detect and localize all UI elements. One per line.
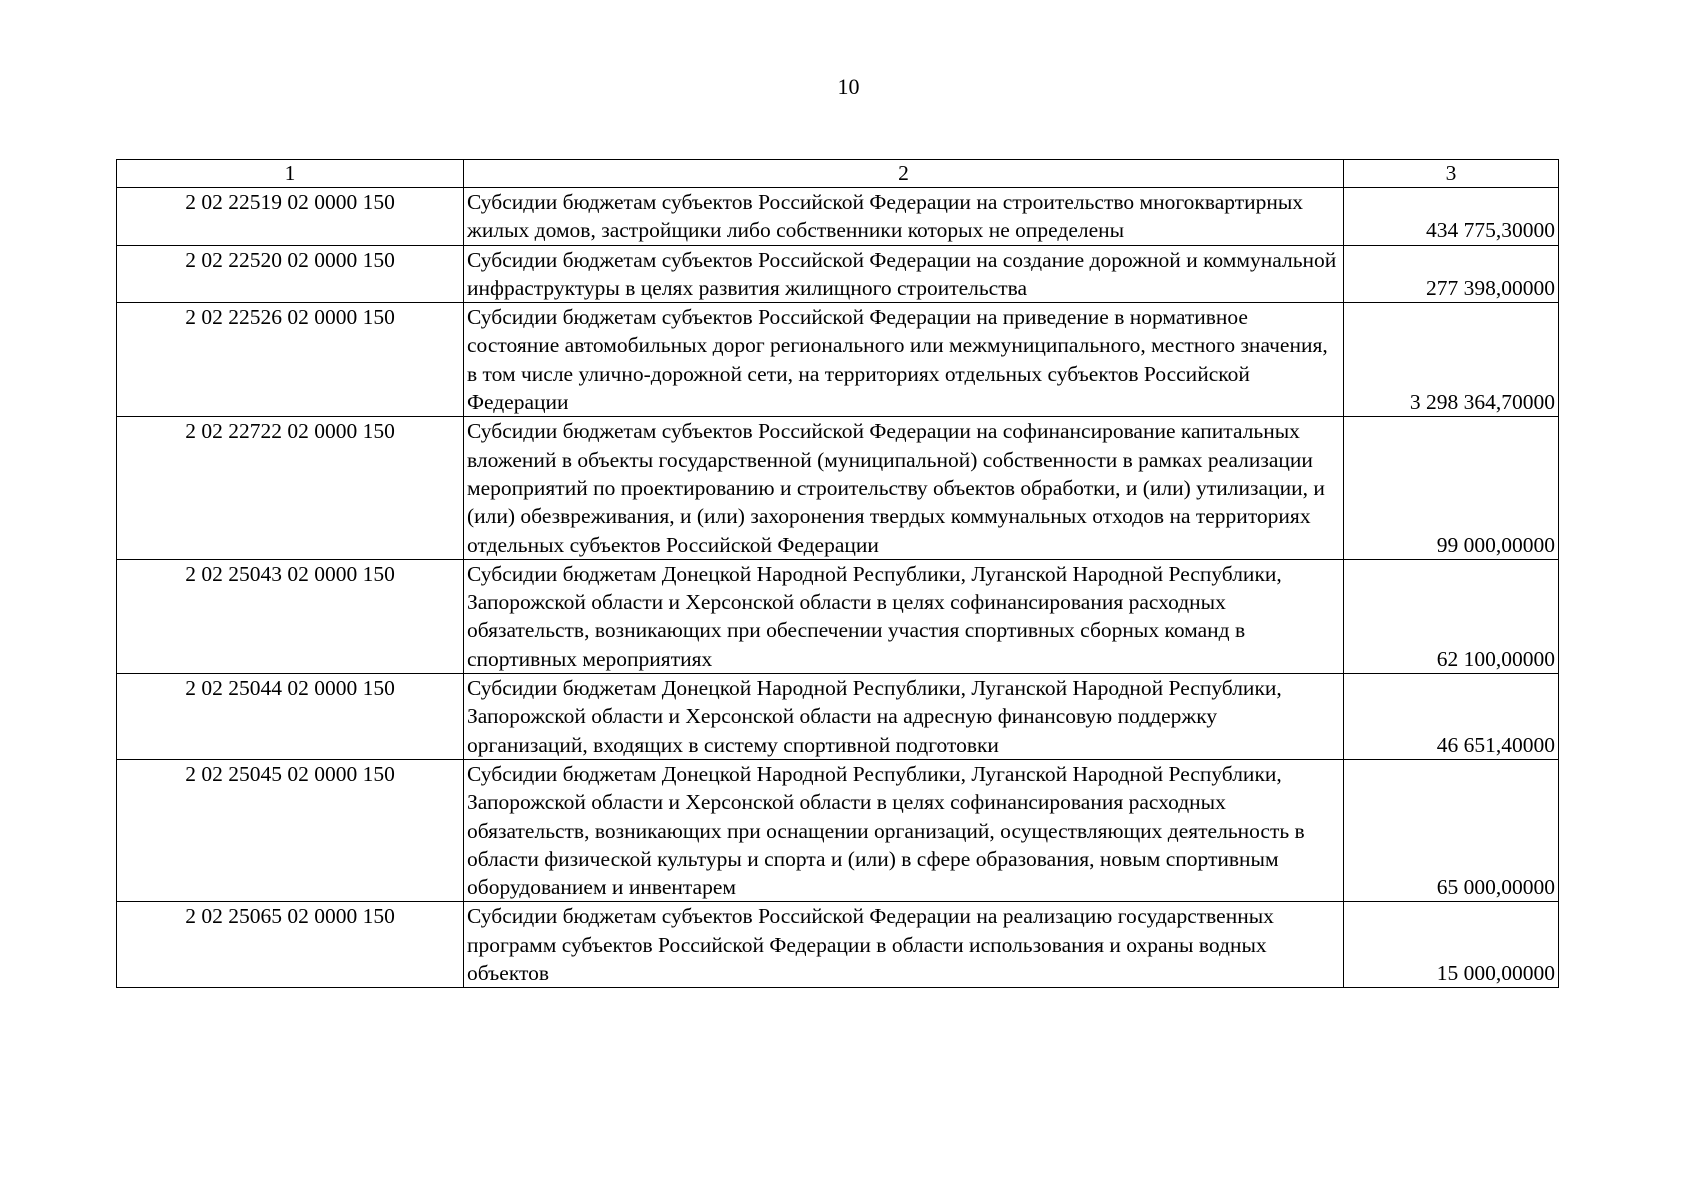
amount-cell: 99 000,00000 <box>1344 417 1559 559</box>
amount-cell: 46 651,40000 <box>1344 674 1559 760</box>
amount-cell: 62 100,00000 <box>1344 559 1559 673</box>
description-cell: Субсидии бюджетам субъектов Российской Федерации на софинансирование капитальных вложений в объекты государственной (муниципальной) собственности в рамках реализации мероприятий по проектированию и строительству объектов обработки, и (или) утилизации, и (или) обезвреживания, и (или) захоронения твердых коммунальных отходов на территориях отдельных субъектов Российской Федерации <box>464 417 1344 559</box>
budget-code-cell: 2 02 22526 02 0000 150 <box>117 303 464 417</box>
column-header-3: 3 <box>1344 160 1559 188</box>
table-header-row <box>117 160 1559 188</box>
table-row <box>117 902 1559 988</box>
table-row <box>117 188 1559 246</box>
budget-table <box>116 159 1559 988</box>
budget-code-cell: 2 02 25044 02 0000 150 <box>117 674 464 760</box>
column-header-2: 2 <box>464 160 1344 188</box>
amount-cell: 434 775,30000 <box>1344 188 1559 246</box>
amount-cell: 15 000,00000 <box>1344 902 1559 988</box>
page-number: 10 <box>837 74 860 99</box>
table-row <box>117 417 1559 559</box>
table-row <box>117 674 1559 760</box>
budget-code-cell: 2 02 25043 02 0000 150 <box>117 559 464 673</box>
amount-cell: 65 000,00000 <box>1344 759 1559 901</box>
amount-cell: 3 298 364,70000 <box>1344 303 1559 417</box>
budget-code-cell: 2 02 25045 02 0000 150 <box>117 759 464 901</box>
description-cell: Субсидии бюджетам субъектов Российской Федерации на строительство многоквартирных жилых домов, застройщики либо собственники которых не определены <box>464 188 1344 246</box>
table-row <box>117 245 1559 303</box>
description-cell: Субсидии бюджетам субъектов Российской Федерации на реализацию государственных программ субъектов Российской Федерации в области использования и охраны водных объектов <box>464 902 1344 988</box>
table-row <box>117 559 1559 673</box>
description-cell: Субсидии бюджетам Донецкой Народной Республики, Луганской Народной Республики, Запорожской области и Херсонской области в целях софинансирования расходных обязательств, возникающих при оснащении организаций, осуществляющих деятельность в области физической культуры и спорта и (или) в сфере образования, новым спортивным оборудованием и инвентарем <box>464 759 1344 901</box>
budget-code-cell: 2 02 25065 02 0000 150 <box>117 902 464 988</box>
description-cell: Субсидии бюджетам Донецкой Народной Республики, Луганской Народной Республики, Запорожской области и Херсонской области на адресную финансовую поддержку организаций, входящих в систему спортивной подготовки <box>464 674 1344 760</box>
description-cell: Субсидии бюджетам Донецкой Народной Республики, Луганской Народной Республики, Запорожской области и Херсонской области в целях софинансирования расходных обязательств, возникающих при обеспечении участия спортивных сборных команд в спортивных мероприятиях <box>464 559 1344 673</box>
budget-code-cell: 2 02 22520 02 0000 150 <box>117 245 464 303</box>
description-cell: Субсидии бюджетам субъектов Российской Федерации на приведение в нормативное состояние автомобильных дорог регионального или межмуниципального, местного значения, в том числе улично-дорожной сети, на территориях отдельных субъектов Российской Федерации <box>464 303 1344 417</box>
table-row <box>117 759 1559 901</box>
budget-code-cell: 2 02 22519 02 0000 150 <box>117 188 464 246</box>
column-header-1: 1 <box>117 160 464 188</box>
description-cell: Субсидии бюджетам субъектов Российской Федерации на создание дорожной и коммунальной инфраструктуры в целях развития жилищного строительства <box>464 245 1344 303</box>
amount-cell: 277 398,00000 <box>1344 245 1559 303</box>
budget-code-cell: 2 02 22722 02 0000 150 <box>117 417 464 559</box>
table-row <box>117 303 1559 417</box>
